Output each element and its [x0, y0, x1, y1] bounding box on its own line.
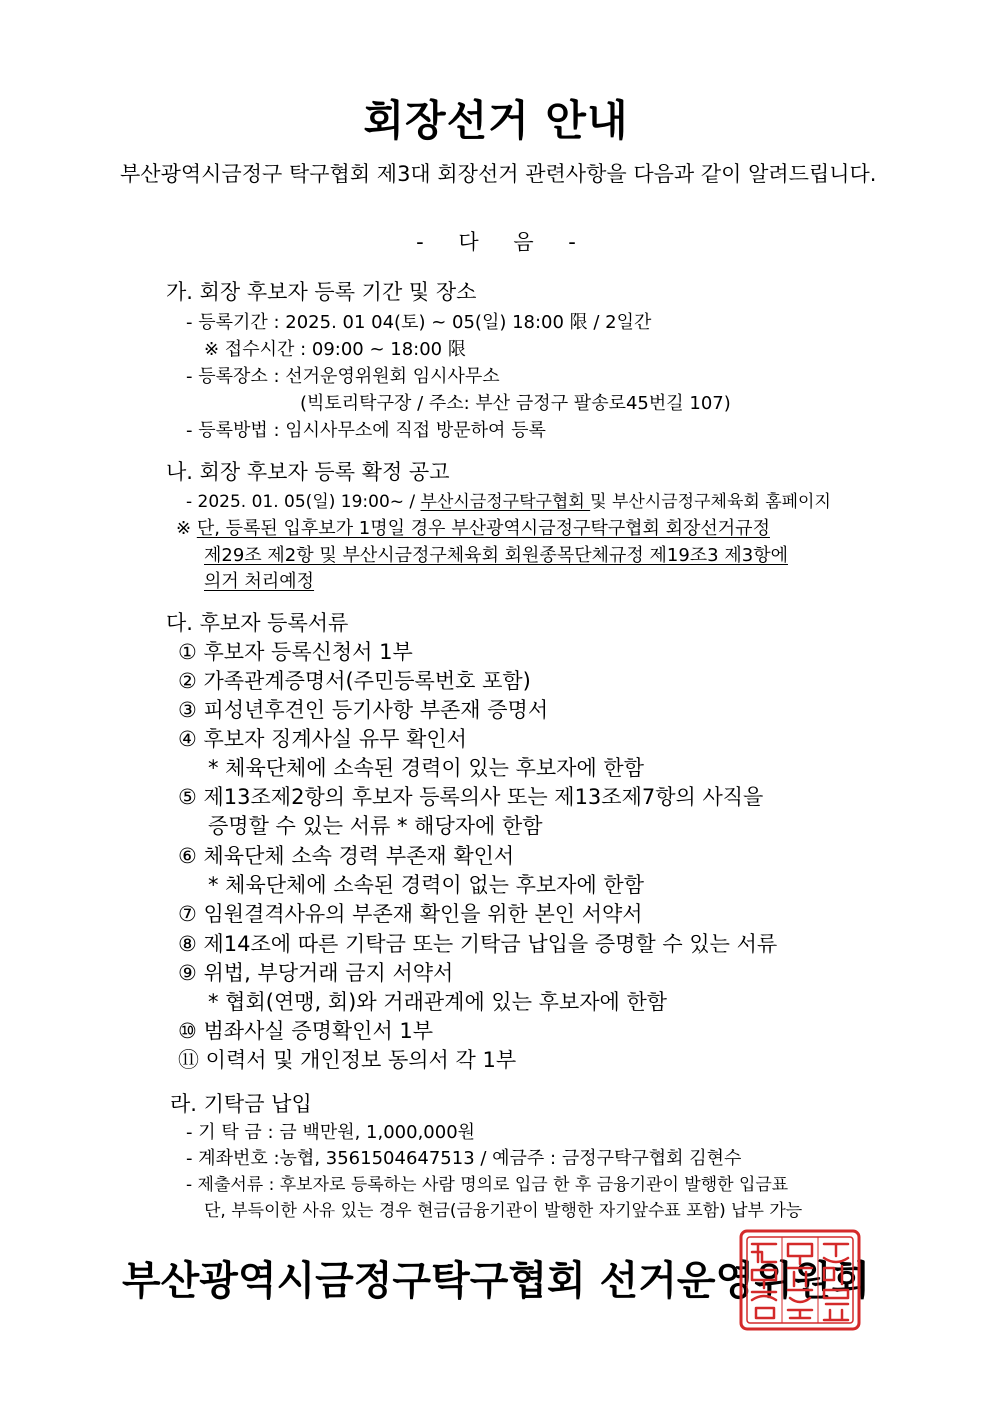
doc-item-9-note: * 협회(연맹, 회)와 거래관계에 있는 후보자에 한함	[208, 990, 668, 1014]
association-website-link[interactable]: 부산시금정구탁구협회	[420, 492, 591, 512]
section-ga-reception-hours: ※ 접수시간 : 09:00 ~ 18:00 限	[204, 339, 466, 360]
document-title: 회장선거 안내	[363, 96, 629, 145]
official-seal-icon	[738, 1228, 862, 1332]
doc-item-5: ⑤ 제13조제2항의 후보자 등록의사 또는 제13조제7항의 사직을	[178, 785, 764, 809]
doc-item-4-note: * 체육단체에 소속된 경력이 있는 후보자에 한함	[208, 756, 644, 780]
section-ra-submit-docs: - 제출서류 : 후보자로 등록하는 사람 명의로 입금 한 후 금융기관이 발행한 입금표	[186, 1175, 789, 1195]
section-na-note-line-3: 의거 처리예정	[204, 571, 315, 592]
section-na-heading: 나. 회장 후보자 등록 확정 공고	[166, 460, 450, 484]
section-ra-exception: 단, 부득이한 사유 있는 경우 현금(금융기관이 발행한 자기앞수표 포함) 납부 가능	[204, 1201, 803, 1221]
announcement-date: - 2025. 01. 05(일) 19:00~ /	[186, 492, 421, 512]
doc-item-5-cont: 증명할 수 있는 서류 * 해당자에 한함	[208, 814, 543, 838]
announcement-sites: 및 부산시금정구체육회 홈페이지	[590, 492, 831, 512]
doc-item-6: ⑥ 체육단체 소속 경력 부존재 확인서	[178, 844, 515, 868]
section-ra-heading: 라. 기탁금 납입	[170, 1092, 312, 1116]
note-text-1: 단, 등록된 입후보가 1명일 경우 부산광역시금정구탁구협회 회장선거규정	[196, 518, 770, 539]
section-da-heading: 다. 후보자 등록서류	[166, 611, 349, 635]
note-mark: ※	[176, 518, 197, 539]
doc-item-10: ⑩ 범좌사실 증명확인서 1부	[178, 1019, 434, 1043]
doc-item-11: ⑪ 이력서 및 개인정보 동의서 각 1부	[178, 1048, 517, 1072]
section-ra-account-number: - 계좌번호 :농협, 3561504647513 / 예금주 : 금정구탁구협회 김현수	[186, 1148, 742, 1169]
doc-item-3: ③ 피성년후견인 등기사항 부존재 증명서	[178, 698, 549, 722]
section-ga-address: (빅토리탁구장 / 주소: 부산 금정구 팔송로45번길 107)	[300, 393, 731, 414]
intro-paragraph: 부산광역시금정구 탁구협회 제3대 회장선거 관련사항을 다음과 같이 알려드립니다.	[120, 162, 877, 186]
issuing-organization: 부산광역시금정구탁구협회 선거운영위원회	[121, 1258, 871, 1304]
section-ga-registration-place: - 등록장소 : 선거운영위원회 임시사무소	[186, 366, 500, 387]
doc-item-2: ② 가족관계증명서(주민등록번호 포함)	[178, 669, 531, 693]
doc-item-8: ⑧ 제14조에 따른 기탁금 또는 기탁금 납입을 증명할 수 있는 서류	[178, 932, 778, 956]
section-na-note-line-1	[176, 514, 770, 540]
doc-item-9: ⑨ 위법, 부당거래 금지 서약서	[178, 961, 454, 985]
doc-item-7: ⑦ 임원결격사유의 부존재 확인을 위한 본인 서약서	[178, 902, 643, 926]
doc-item-4: ④ 후보자 징계사실 유무 확인서	[178, 727, 467, 751]
section-ga-registration-period: - 등록기간 : 2025. 01 04(토) ~ 05(일) 18:00 限 / 2일간	[186, 312, 652, 333]
section-ga-heading: 가. 회장 후보자 등록 기간 및 장소	[166, 280, 477, 304]
da-eum-divider: - 다 음 -	[416, 230, 576, 254]
section-ga-registration-method: - 등록방법 : 임시사무소에 직접 방문하여 등록	[186, 420, 546, 441]
section-na-announcement	[186, 487, 831, 512]
doc-item-6-note: * 체육단체에 소속된 경력이 없는 후보자에 한함	[208, 873, 644, 897]
doc-item-1: ① 후보자 등록신청서 1부	[178, 640, 413, 664]
section-ra-deposit-amount: - 기 탁 금 : 금 백만원, 1,000,000원	[186, 1122, 476, 1143]
section-na-note-line-2: 제29조 제2항 및 부산시금정구체육회 회원종목단체규정 제19조3 제3항에	[204, 545, 788, 566]
